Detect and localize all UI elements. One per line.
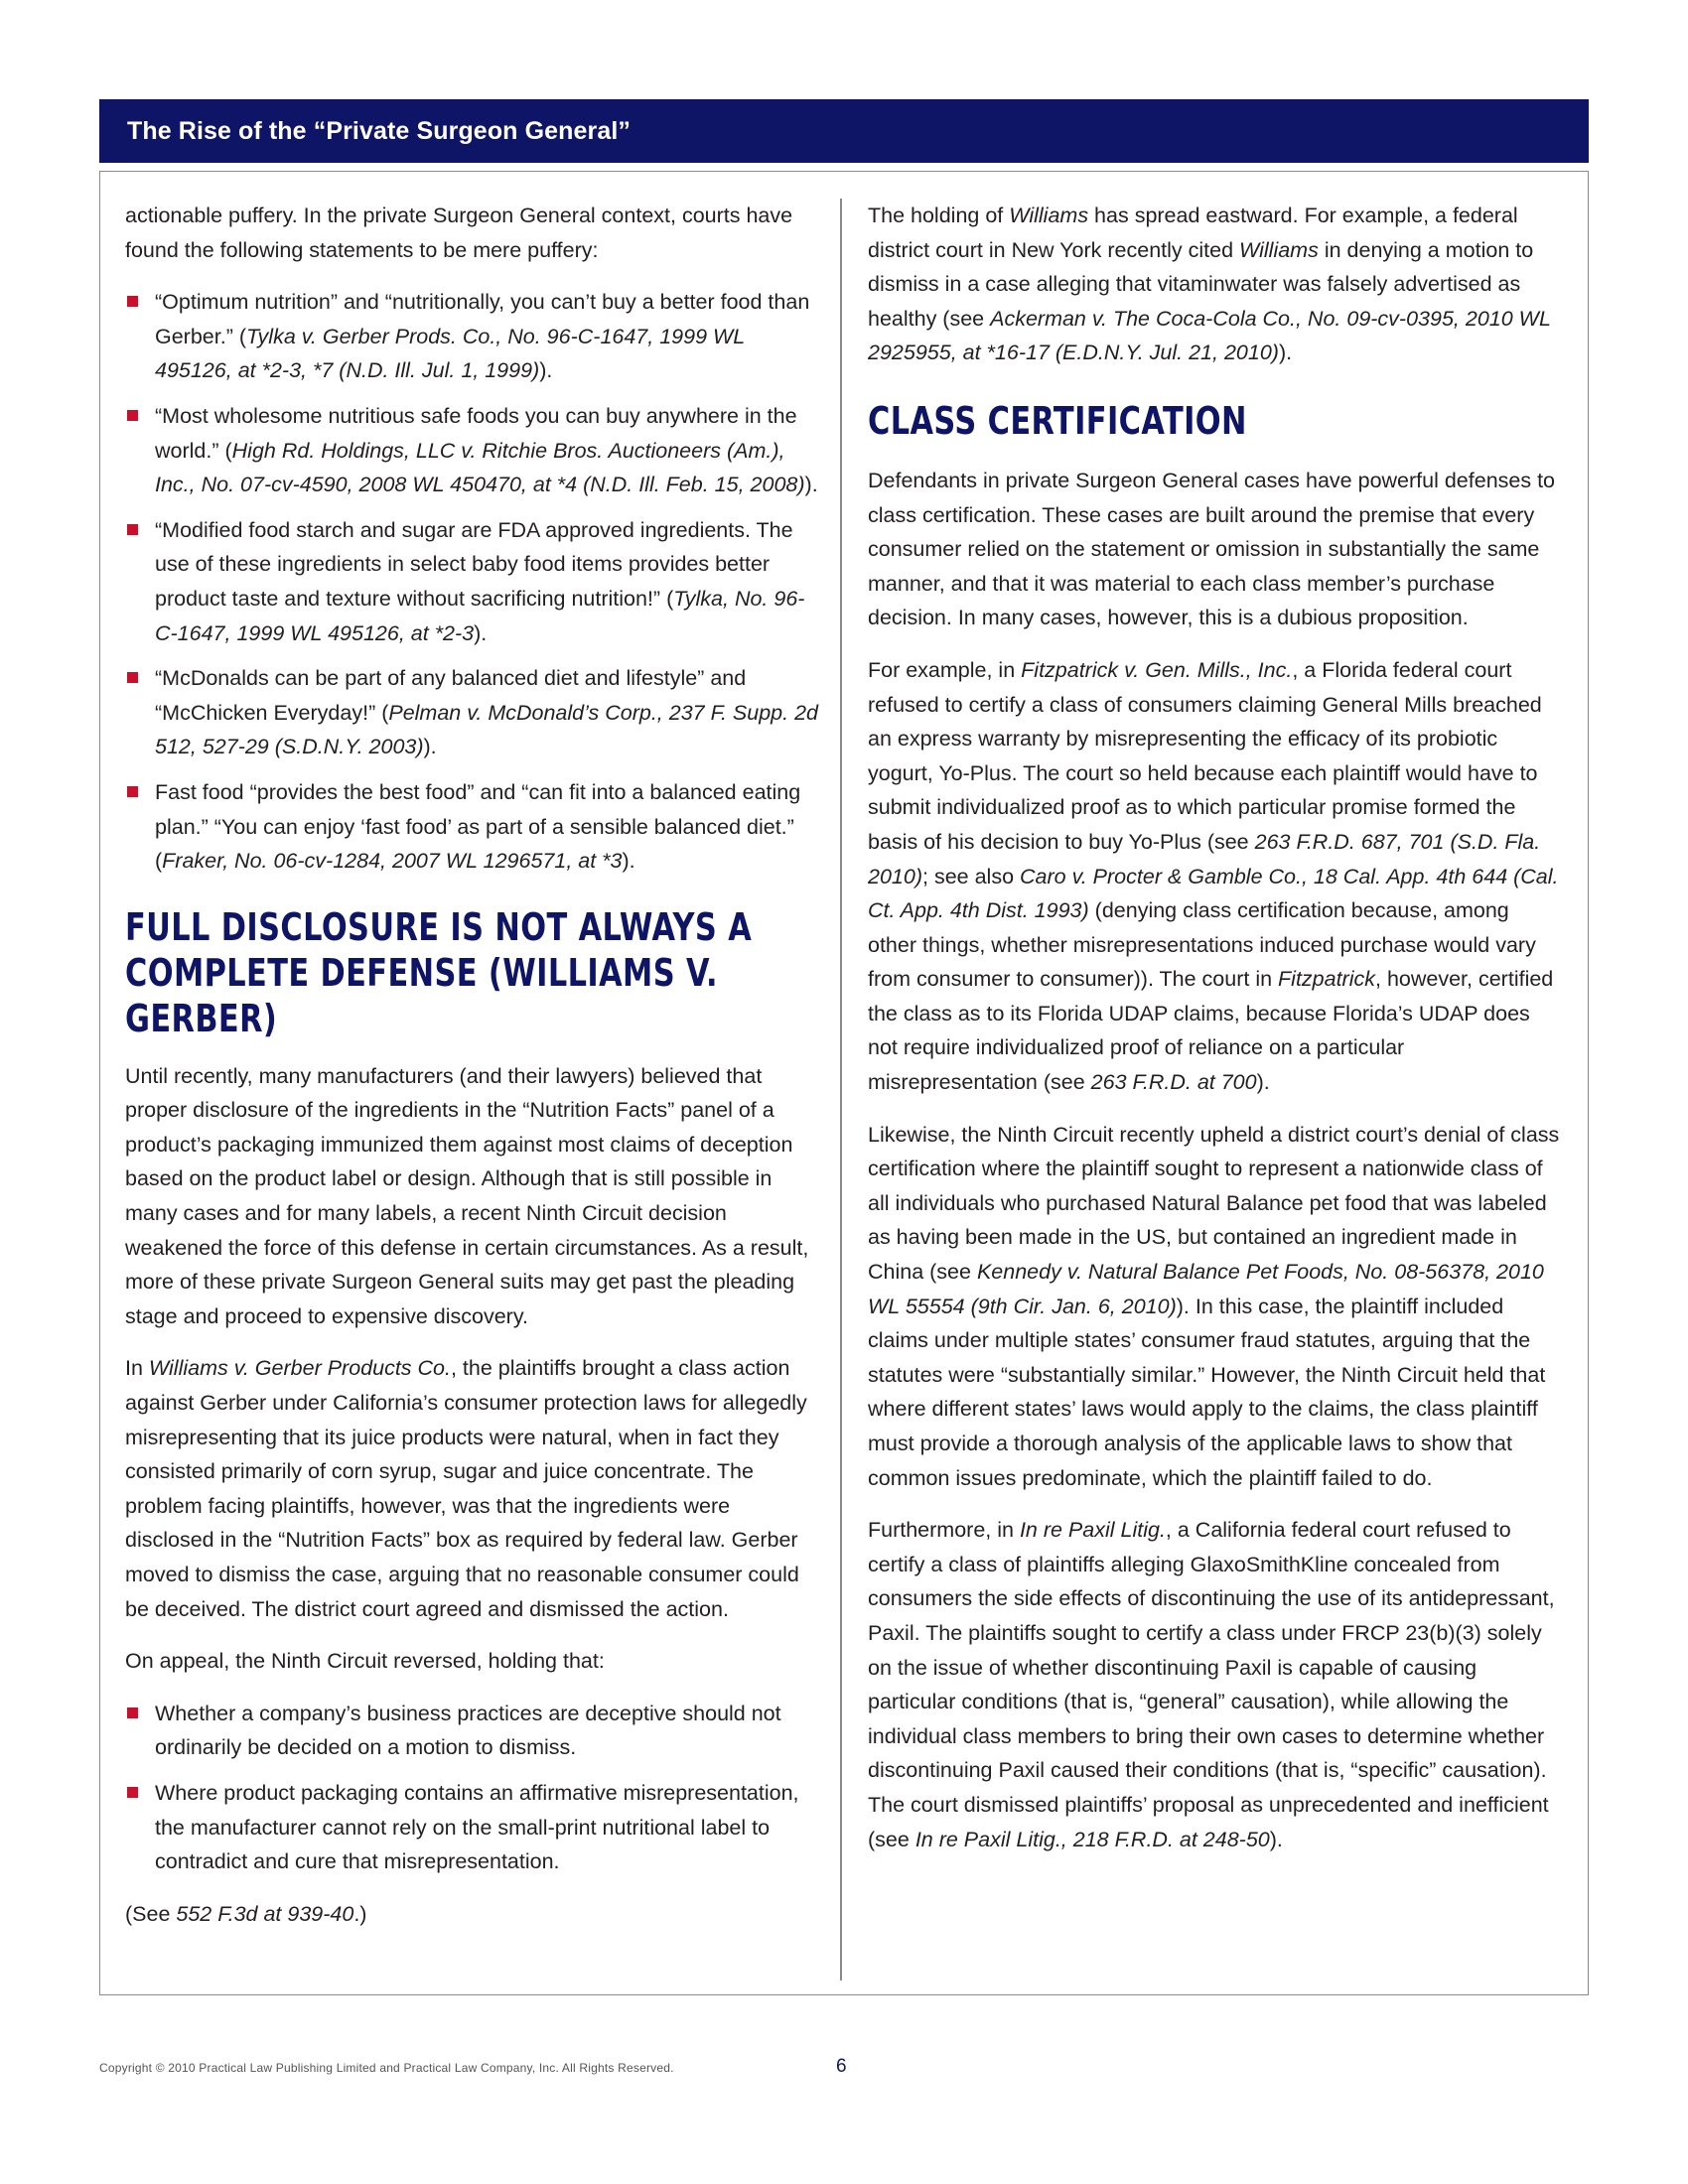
square-bullet-icon xyxy=(127,1707,138,1718)
body-text: Until recently, many manufacturers (and their lawyers) believed that proper disclosure of the ingredients in the “Nutrition Facts” panel of a product’s packaging immunized them against most claims of deception based on the product label or design. Although that is still possible in many cases and for many labels, a recent Ninth Circuit decision weakened the force of this defense in certain circumstances. As a result, more of these private Surgeon General suits may get past the pleading stage and proceed to expensive discovery. xyxy=(125,1063,809,1328)
footer-copyright: Copyright © 2010 Practical Law Publishing Limited and Practical Law Company, Inc. All Rights Reserved. xyxy=(99,2061,674,2075)
right-paragraphs xyxy=(868,464,1563,1856)
body-text: The holding of xyxy=(868,204,1010,227)
right-column xyxy=(868,199,1563,1874)
body-text: Likewise, the Ninth Circuit recently upheld a district court’s denial of class certification where the plaintiff sought to represent a nationwide class of all individuals who purchased Natural Balance pet food that was labeled as having been made in the US, but contained an ingredient made in China (see xyxy=(868,1122,1560,1285)
paragraph xyxy=(125,1897,822,1932)
body-text: ). xyxy=(1278,341,1293,365)
bullet-item xyxy=(125,1697,822,1765)
citation-text: Williams v. Gerber Products Co. xyxy=(148,1356,451,1381)
citation-text: Williams xyxy=(1239,237,1319,262)
body-text: “McDonalds can be part of any balanced diet and lifestyle” and “McChicken Everyday!” ( xyxy=(155,666,747,725)
square-bullet-icon xyxy=(127,1787,138,1798)
bullet-item xyxy=(125,513,822,650)
running-header-title: The Rise of the “Private Surgeon General” xyxy=(127,116,632,145)
bullet-text xyxy=(155,661,822,764)
left-column xyxy=(125,199,822,1949)
left-paragraphs xyxy=(125,1059,822,1679)
body-text: On appeal, the Ninth Circuit reversed, holding that: xyxy=(125,1649,605,1674)
body-text: “Optimum nutrition” and “nutritionally, you can’t buy a better food than Gerber.” ( xyxy=(155,290,810,348)
bullet-item xyxy=(125,661,822,764)
body-text: ). xyxy=(1269,1827,1283,1851)
column-divider xyxy=(840,199,842,1980)
body-text: ). xyxy=(622,849,635,874)
bullet-text xyxy=(155,775,822,879)
puffery-bullet-list xyxy=(125,285,822,879)
square-bullet-icon xyxy=(127,672,138,683)
body-text: ). xyxy=(539,358,553,383)
body-text: , the plaintiffs brought a class action against Gerber under California’s consumer protection laws for allegedly misrepresenting that its juice products were natural, when in fact they consisted primarily of corn syrup, sugar and juice concentrate. The problem facing plaintiffs, however, was that the ingredients were disclosed in the “Nutrition Facts” box as required by federal law. Gerber moved to dismiss the case, arguing that no reasonable consumer could be deceived. The district court agreed and dismissed the action. xyxy=(125,1356,807,1621)
citation-text: Pelman v. McDonald’s Corp., 237 F. Supp. 2d 512, 527-29 (S.D.N.Y. 2003) xyxy=(155,700,818,759)
body-text: “Most wholesome nutritious safe foods you can buy anywhere in the world.” ( xyxy=(155,403,797,463)
bullet-item xyxy=(125,285,822,388)
citation-text: Williams xyxy=(1009,204,1089,227)
body-text: ). xyxy=(804,473,818,497)
body-text: Where product packaging contains an affirmative misrepresentation, the manufacturer cannot rely on the small-print nutritional label to contradict and cure that misrepresentation. xyxy=(155,1780,799,1874)
citation-text: 263 F.R.D. 687, 701 (S.D. Fla. 2010) xyxy=(868,829,1541,888)
body-text: (denying class certification because, among other things, whether misrepresentations induced purchase would vary from consumer to consumer)). The court in xyxy=(868,898,1536,992)
paragraph xyxy=(868,653,1563,1100)
body-text: Defendants in private Surgeon General cases have powerful defenses to class certification. These cases are built around the premise that every consumer relied on the statement or omission in substantially the same manner, and that it was material to each class member’s purchase decision. In many cases, however, this is a dubious proposition. xyxy=(868,468,1556,630)
paragraph xyxy=(125,1644,822,1679)
bullet-text xyxy=(155,399,822,502)
holding-bullet-list xyxy=(125,1697,822,1879)
citation-text: Tylka v. Gerber Prods. Co., No. 96-C-1647, 1999 WL 495126, at *2-3, *7 (N.D. Ill. Jul. 1, 1999) xyxy=(155,324,745,383)
page-number: 6 xyxy=(836,2056,847,2077)
body-text: in denying a motion to dismiss in a case alleging that vitaminwater was falsely advertised as healthy (see xyxy=(868,237,1534,331)
bullet-text xyxy=(155,1697,822,1765)
body-text: , however, certified the class as to its Florida UDAP claims, because Florida’s UDAP does not require individualized proof of reliance on a particular misrepresentation (see xyxy=(868,967,1554,1095)
body-text: Whether a company’s business practices are deceptive should not ordinarily be decided on a motion to dismiss. xyxy=(155,1701,781,1760)
citation-text: Fitzpatrick v. Gen. Mills., Inc. xyxy=(1021,657,1293,682)
body-text: For example, in xyxy=(868,657,1022,682)
body-text: , a California federal court refused to certify a class of plaintiffs alleging GlaxoSmithKline concealed from consumers the side effects of discontinuing the use of its antidepressant, Paxil. The plaintiffs sought to certify a class under FRCP 23(b)(3) solely on the issue of whether discontinuing Paxil is capable of causing particular conditions (that is, “general” causation), while allowing the individual class members to bring their own cases to determine whether discontinuing Paxil caused their conditions (that is, “specific” causation). The court dismissed plaintiffs’ proposal as unprecedented and inefficient (see xyxy=(868,1518,1555,1851)
body-text: ). xyxy=(1256,1070,1270,1095)
square-bullet-icon xyxy=(127,524,138,535)
citation-text: 552 F.3d at 939-40 xyxy=(176,1901,354,1926)
paragraph xyxy=(868,1513,1563,1856)
citation-text: In re Paxil Litig., 218 F.R.D. at 248-50 xyxy=(914,1827,1270,1851)
body-text: .) xyxy=(353,1901,367,1926)
bullet-item xyxy=(125,1776,822,1879)
citation-text: Kennedy v. Natural Balance Pet Foods, No. 08-56378, 2010 WL 55554 (9th Cir. Jan. 6, 2010) xyxy=(868,1260,1544,1318)
body-text: ). xyxy=(474,620,488,645)
body-text: ; see also xyxy=(922,864,1020,888)
square-bullet-icon xyxy=(127,786,138,797)
citation-text: Ackerman v. The Coca-Cola Co., No. 09-cv-0395, 2010 WL 2925955, at *16-17 (E.D.N.Y. Jul. 21, 2010) xyxy=(868,306,1551,365)
square-bullet-icon xyxy=(127,410,138,421)
citation-text: Caro v. Procter & Gamble Co., 18 Cal. App. 4th 644 (Cal. Ct. App. 4th Dist. 1993) xyxy=(868,864,1559,923)
paragraph xyxy=(868,1118,1563,1496)
right-intro xyxy=(868,199,1563,370)
body-text: ). xyxy=(423,735,437,759)
paragraph xyxy=(868,464,1563,635)
body-text: ). In this case, the plaintiff included claims under multiple states’ consumer fraud statutes, arguing that the statutes were “substantially similar.” However, the Ninth Circuit held that where different states’ laws would apply to the claims, the class plaintiff must provide a thorough analysis of the applicable laws to show that common issues predominate, which the plaintiff failed to do. xyxy=(868,1294,1546,1490)
bullet-text xyxy=(155,1776,822,1879)
body-text: “Modified food starch and sugar are FDA approved ingredients. The use of these ingredients in select baby food items provides better product taste and texture without sacrificing nutrition!” ( xyxy=(155,517,793,611)
bullet-item xyxy=(125,399,822,502)
body-text: (See xyxy=(125,1901,177,1926)
section-heading-full-disclosure: FULL DISCLOSURE IS NOT ALWAYS A COMPLETE DEFENSE (WILLIAMS V. GERBER) xyxy=(125,904,753,1040)
body-text: has spread eastward. For example, a federal district court in New York recently cited xyxy=(868,204,1518,262)
paragraph xyxy=(125,1059,822,1334)
body-text: In xyxy=(125,1356,149,1381)
running-header xyxy=(99,99,1589,163)
square-bullet-icon xyxy=(127,296,138,307)
left-intro xyxy=(125,199,822,267)
citation-text: Fraker, No. 06-cv-1284, 2007 WL 1296571, at *3 xyxy=(162,849,623,874)
paragraph xyxy=(125,1351,822,1626)
body-text: Furthermore, in xyxy=(868,1518,1020,1543)
body-text: , a Florida federal court refused to certify a class of consumers claiming General Mills breached an express warranty by misrepresenting the efficacy of its probiotic yogurt, Yo-Plus. The court so held because each plaintiff would have to submit individualized proof as to which particular promise formed the basis of his decision to buy Yo-Plus (see xyxy=(868,657,1542,854)
left-closing xyxy=(125,1897,822,1932)
citation-text: In re Paxil Litig. xyxy=(1019,1518,1166,1543)
section-heading-class-certification: CLASS CERTIFICATION xyxy=(868,398,1247,443)
citation-text: High Rd. Holdings, LLC v. Ritchie Bros. Auctioneers (Am.), Inc., No. 07-cv-4590, 2008 WL 450470, at *4 (N.D. Ill. Feb. 15, 2008) xyxy=(155,438,805,497)
paragraph: actionable puffery. In the private Surgeon General context, courts have found the following statements to be mere puffery: xyxy=(125,204,793,262)
citation-text: Tylka, No. 96-C-1647, 1999 WL 495126, at *2-3 xyxy=(155,586,805,645)
body-text: Fast food “provides the best food” and “can fit into a balanced eating plan.” “You can enjoy ‘fast food’ as part of a sensible balanced diet.” ( xyxy=(155,779,801,874)
bullet-text xyxy=(155,513,822,650)
paragraph xyxy=(868,199,1563,370)
citation-text: Fitzpatrick xyxy=(1278,967,1375,992)
bullet-item xyxy=(125,775,822,879)
bullet-text xyxy=(155,285,822,388)
citation-text: 263 F.R.D. at 700 xyxy=(1090,1070,1257,1095)
